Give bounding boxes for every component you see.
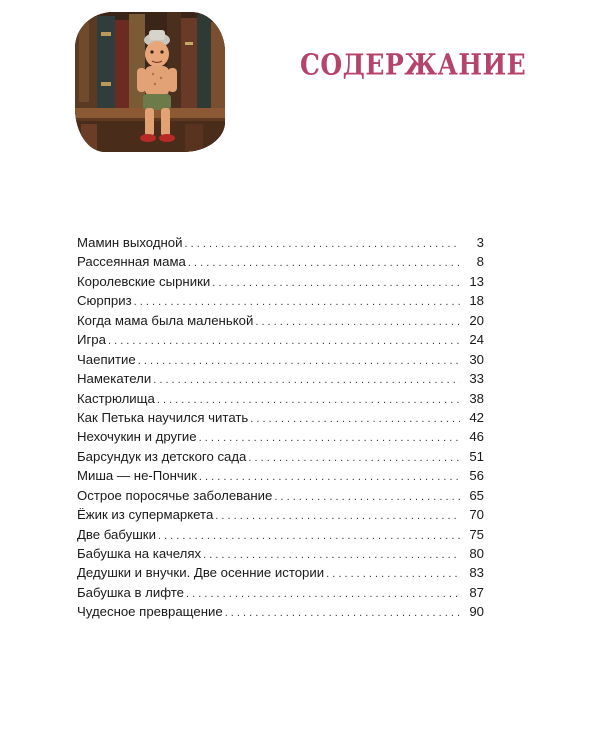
toc-dot-leader [185,235,461,254]
toc-dot-leader [255,313,460,332]
toc-entry-page: 87 [469,584,484,600]
toc-entry-title: Нехочукин и другие [77,429,197,445]
illustration-boy-on-bookshelf [75,12,225,152]
toc-entry-title: Ёжик из супермаркета [77,507,214,523]
toc-entry-page: 65 [469,487,484,503]
toc-entry[interactable] [77,291,484,310]
toc-entry[interactable] [77,602,484,621]
toc-entry-title: Бабушка в лифте [77,584,184,600]
page-title: СОДЕРЖАНИЕ [300,48,527,82]
toc-entry-title: Мамин выходной [77,235,183,250]
toc-entry-title: Кастрюлища [77,390,155,406]
toc-entry-title: Когда мама была маленькой [77,312,254,328]
toc-entry-title: Королевские сырники [77,273,211,289]
toc-entry-title: Острое поросячье заболевание [77,487,273,503]
toc-entry[interactable] [77,525,484,544]
table-of-contents [77,233,484,622]
toc-entry[interactable] [77,427,484,446]
toc-entry[interactable] [77,311,484,330]
toc-entry-title: Две бабушки [77,526,156,542]
toc-entry[interactable] [77,583,484,602]
toc-entry-title: Бабушка на качелях [77,546,202,561]
toc-entry-page: 30 [469,351,484,367]
toc-entry-title: Барсундук из детского сада [77,448,247,464]
toc-entry[interactable] [77,544,484,563]
toc-entry-page: 56 [469,468,484,484]
toc-entry[interactable] [77,272,484,291]
toc-entry-title: Чаепитие [77,351,136,367]
toc-entry[interactable] [77,389,484,408]
toc-dot-leader [274,488,460,507]
toc-dot-leader [186,585,460,604]
toc-entry-page: 42 [469,409,484,425]
toc-entry[interactable] [77,447,484,466]
toc-entry-page: 33 [469,371,484,387]
toc-dot-leader [138,352,460,371]
toc-entry-page: 13 [469,273,484,289]
toc-dot-leader [188,254,460,273]
toc-entry[interactable] [77,252,484,271]
toc-entry[interactable] [77,563,484,582]
toc-entry-page: 18 [469,293,484,309]
toc-entry-page: 3 [476,235,484,250]
toc-dot-leader [250,410,460,429]
toc-entry-page: 46 [469,429,484,445]
toc-dot-leader [225,604,460,623]
toc-entry-page: 51 [469,448,484,464]
toc-entry[interactable] [77,505,484,524]
toc-entry[interactable] [77,330,484,349]
toc-entry[interactable] [77,466,484,485]
toc-entry-page: 20 [469,312,484,328]
toc-entry-page: 38 [469,390,484,406]
toc-entry[interactable] [77,486,484,505]
toc-entry-title: Игра [77,332,106,348]
toc-entry-page: 90 [469,604,484,620]
toc-dot-leader [212,274,460,293]
toc-entry-page: 80 [469,546,484,561]
toc-entry-title: Сюрприз [77,293,132,309]
toc-entry-title: Дедушки и внучки. Две осенние истории [77,565,325,581]
toc-dot-leader [153,371,460,390]
toc-entry-title: Как Петька научился читать [77,409,249,425]
toc-entry-title: Рассеянная мама [77,254,186,270]
toc-entry-title: Миша — не-Пончик [77,468,197,484]
toc-dot-leader [215,507,460,526]
toc-dot-leader [158,527,460,546]
toc-entry-page: 8 [476,254,484,270]
toc-dot-leader [326,565,460,584]
toc-entry-page: 24 [469,332,484,348]
toc-entry[interactable] [77,350,484,369]
toc-entry-title: Намекатели [77,371,152,387]
toc-entry-page: 83 [469,565,484,581]
toc-dot-leader [108,332,460,351]
toc-entry[interactable] [77,233,484,252]
toc-entry-page: 70 [469,507,484,523]
toc-entry-page: 75 [469,526,484,542]
toc-dot-leader [248,449,460,468]
toc-entry-title: Чудесное превращение [77,604,223,620]
toc-entry[interactable] [77,369,484,388]
illustration-drawing [75,12,225,152]
toc-entry[interactable] [77,408,484,427]
